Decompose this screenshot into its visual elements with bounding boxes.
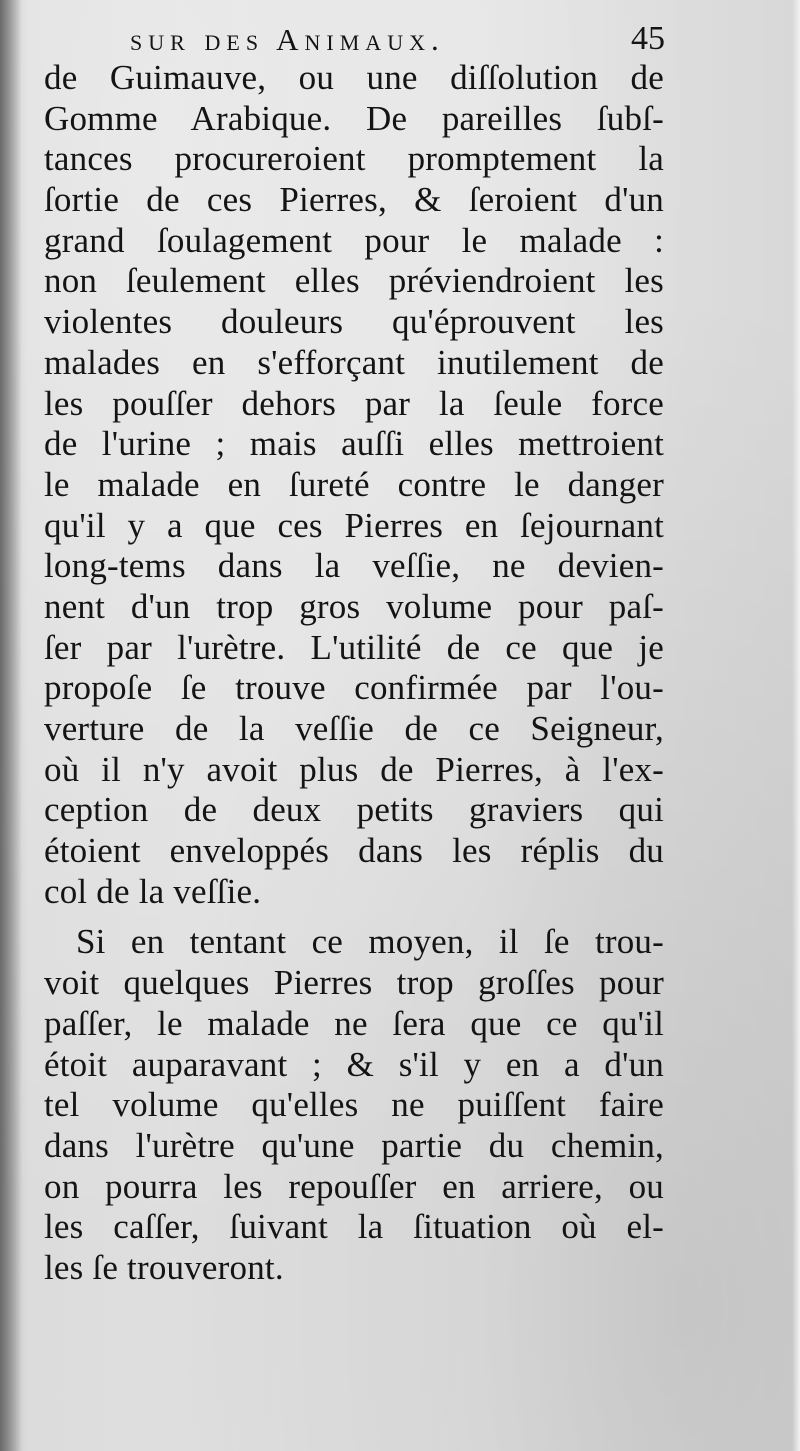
- text-line: nent d'un trop gros volume pour paſ-: [44, 586, 664, 626]
- text-line: où il n'y avoit plus de Pierres, à l'ex-: [44, 749, 664, 789]
- text-line: de Guimauve, ou une diſſolution de: [44, 58, 664, 97]
- page-header: [130, 20, 665, 62]
- text-line: dans l'urètre qu'une partie du chemin,: [44, 1125, 664, 1165]
- paragraph-2: [44, 922, 664, 1288]
- paragraph-gap: [44, 912, 664, 922]
- text-line: long-tems dans la veſſie, ne devien-: [44, 546, 664, 586]
- text-line: ſer par l'urètre. L'utilité de ce que je: [44, 627, 664, 667]
- text-line: non ſeulement elles préviendroient les: [44, 261, 664, 301]
- text-line: les ſe trouveront.: [44, 1247, 284, 1287]
- body-text: [44, 58, 664, 1289]
- text-line: tances procureroient promptement la: [44, 139, 664, 179]
- text-line: violentes douleurs qu'éprouvent les: [44, 302, 664, 342]
- text-line: le malade en ſureté contre le danger: [44, 464, 664, 504]
- page-number: 45: [631, 20, 665, 57]
- text-line: Si en tentant ce moyen, il ſe trou-: [76, 922, 664, 962]
- text-line: paſſer, le malade ne ſera que ce qu'il: [44, 1003, 664, 1043]
- text-line: tel volume qu'elles ne puiſſent faire: [44, 1085, 664, 1125]
- text-line: on pourra les repouſſer en arriere, ou: [44, 1166, 664, 1206]
- spine-shadow: [0, 0, 22, 1451]
- text-line: ſortie de ces Pierres, & ſeroient d'un: [44, 180, 664, 220]
- text-line: étoient enveloppés dans les réplis du: [44, 831, 664, 871]
- paragraph-1: [44, 58, 664, 912]
- page-edge: [792, 0, 800, 1451]
- text-line: de l'urine ; mais auſſi elles mettroient: [44, 424, 664, 464]
- text-line: propoſe ſe trouve confirmée par l'ou-: [44, 668, 664, 708]
- text-line: qu'il y a que ces Pierres en ſejournant: [44, 505, 664, 545]
- text-line: ception de deux petits graviers qui: [44, 790, 664, 830]
- running-title: sur des Animaux.: [130, 22, 445, 57]
- text-line: col de la veſſie.: [44, 871, 262, 911]
- text-line: étoit auparavant ; & s'il y en a d'un: [44, 1044, 664, 1084]
- text-line: voit quelques Pierres trop groſſes pour: [44, 963, 664, 1003]
- text-line: verture de la veſſie de ce Seigneur,: [44, 709, 664, 748]
- text-line: malades en s'efforçant inutilement de: [44, 342, 664, 382]
- text-line: Gomme Arabique. De pareilles ſubſ-: [44, 98, 664, 138]
- text-line: grand ſoulagement pour le malade :: [44, 220, 664, 260]
- text-line: les caſſer, ſuivant la ſituation où el-: [44, 1207, 664, 1247]
- text-line: les pouſſer dehors par la ſeule force: [44, 383, 664, 423]
